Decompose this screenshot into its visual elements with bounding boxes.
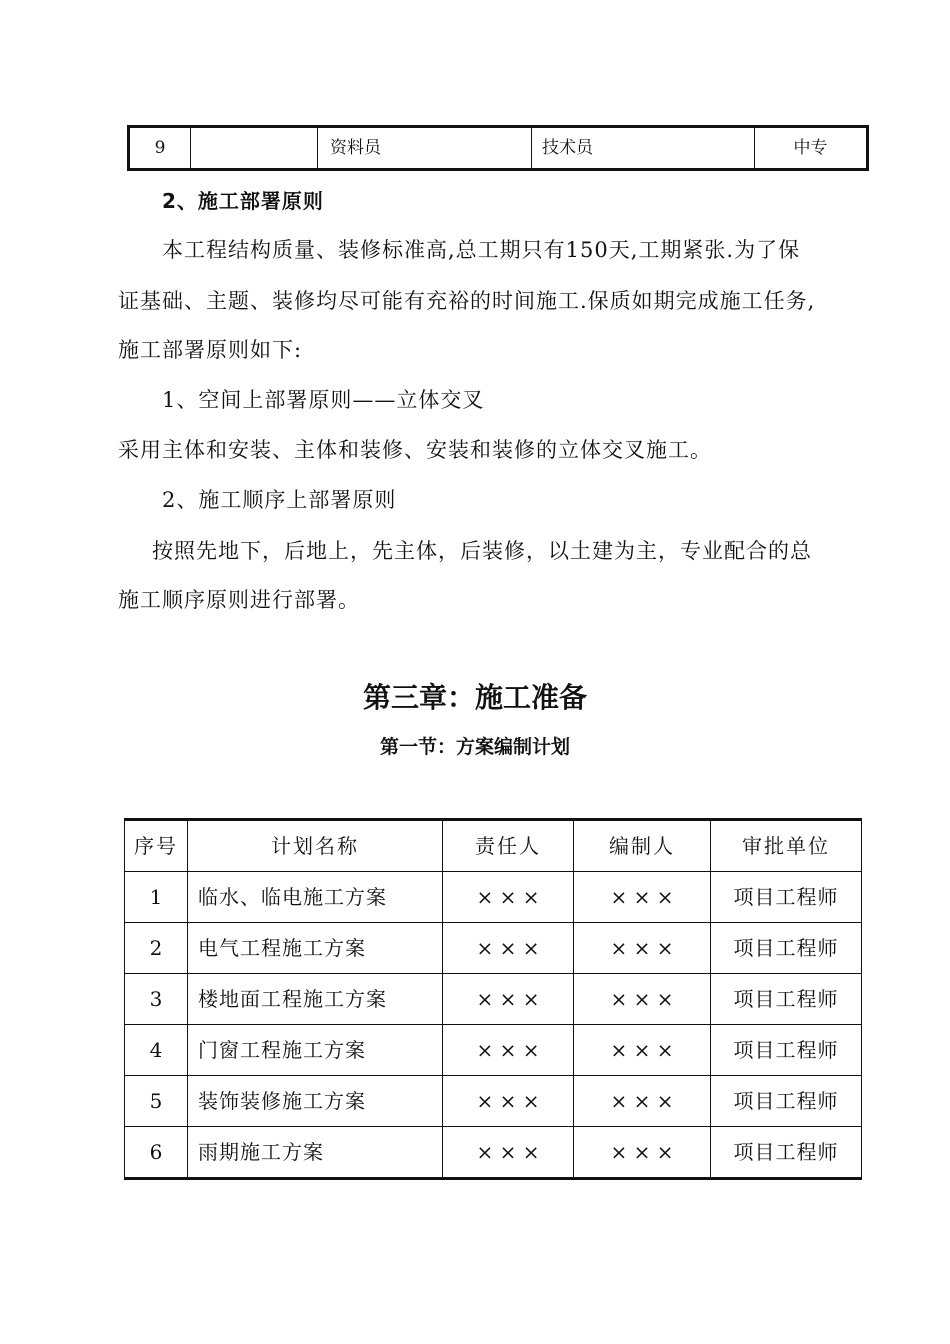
table-cell: 资料员 [318,127,532,170]
table-cell: 楼地面工程施工方案 [188,974,443,1025]
table-row [125,974,862,1025]
paragraph-line: 本工程结构质量、装修标准高,总工期只有150天,工期紧张.为了保 [162,238,801,262]
staff-table-continuation [127,125,869,171]
table-cell: 雨期施工方案 [188,1127,443,1179]
table-cell: 6 [125,1127,188,1179]
item-title: 2、施工顺序上部署原则 [162,488,397,512]
table-cell: 装饰装修施工方案 [188,1076,443,1127]
table-cell: 中专 [755,127,868,170]
table-cell: × × × [574,923,711,974]
table-cell: × × × [443,974,574,1025]
table-cell: × × × [443,923,574,974]
table-row [125,1127,862,1179]
table-cell [191,127,318,170]
table-cell: 门窗工程施工方案 [188,1025,443,1076]
table-cell: 9 [129,127,191,170]
table-row [129,127,868,170]
table-cell: 项目工程师 [711,1127,862,1179]
table-cell: 4 [125,1025,188,1076]
table-cell: × × × [574,1127,711,1179]
table-cell: 1 [125,872,188,923]
table-cell: 项目工程师 [711,872,862,923]
table-cell: × × × [443,1025,574,1076]
table-row [125,872,862,923]
table-cell: 临水、临电施工方案 [188,872,443,923]
paragraph-line: 按照先地下，后地上，先主体，后装修，以土建为主，专业配合的总 [152,539,812,563]
table-cell: × × × [574,872,711,923]
section-title: 第一节：方案编制计划 [379,736,570,758]
table-header-row [125,820,862,872]
table-cell: 项目工程师 [711,1025,862,1076]
table-cell: 电气工程施工方案 [188,923,443,974]
table-row [125,1025,862,1076]
column-header: 序号 [125,820,188,872]
table-cell: 5 [125,1076,188,1127]
plan-table [124,818,862,1180]
table-cell: × × × [443,872,574,923]
column-header: 责任人 [443,820,574,872]
table-row [125,1076,862,1127]
item-title: 1、空间上部署原则——立体交叉 [162,388,485,412]
table-cell: 项目工程师 [711,923,862,974]
chapter-title: 第三章：施工准备 [362,681,587,714]
table-cell: × × × [574,1076,711,1127]
table-cell: × × × [574,1025,711,1076]
paragraph-line: 施工顺序原则进行部署。 [118,588,360,612]
table-row [125,923,862,974]
table-cell: 2 [125,923,188,974]
column-header: 审批单位 [711,820,862,872]
column-header: 计划名称 [188,820,443,872]
table-cell: × × × [574,974,711,1025]
table-cell: 技术员 [532,127,755,170]
table-cell: 项目工程师 [711,1076,862,1127]
table-cell: 3 [125,974,188,1025]
table-cell: 项目工程师 [711,974,862,1025]
table-cell: × × × [443,1076,574,1127]
table-cell: × × × [443,1127,574,1179]
paragraph-line: 证基础、主题、装修均尽可能有充裕的时间施工.保质如期完成施工任务, [118,289,816,313]
section-heading: 2、施工部署原则 [162,189,324,213]
paragraph-line: 施工部署原则如下: [118,338,303,362]
paragraph-line: 采用主体和安装、主体和装修、安装和装修的立体交叉施工。 [118,438,712,462]
column-header: 编制人 [574,820,711,872]
